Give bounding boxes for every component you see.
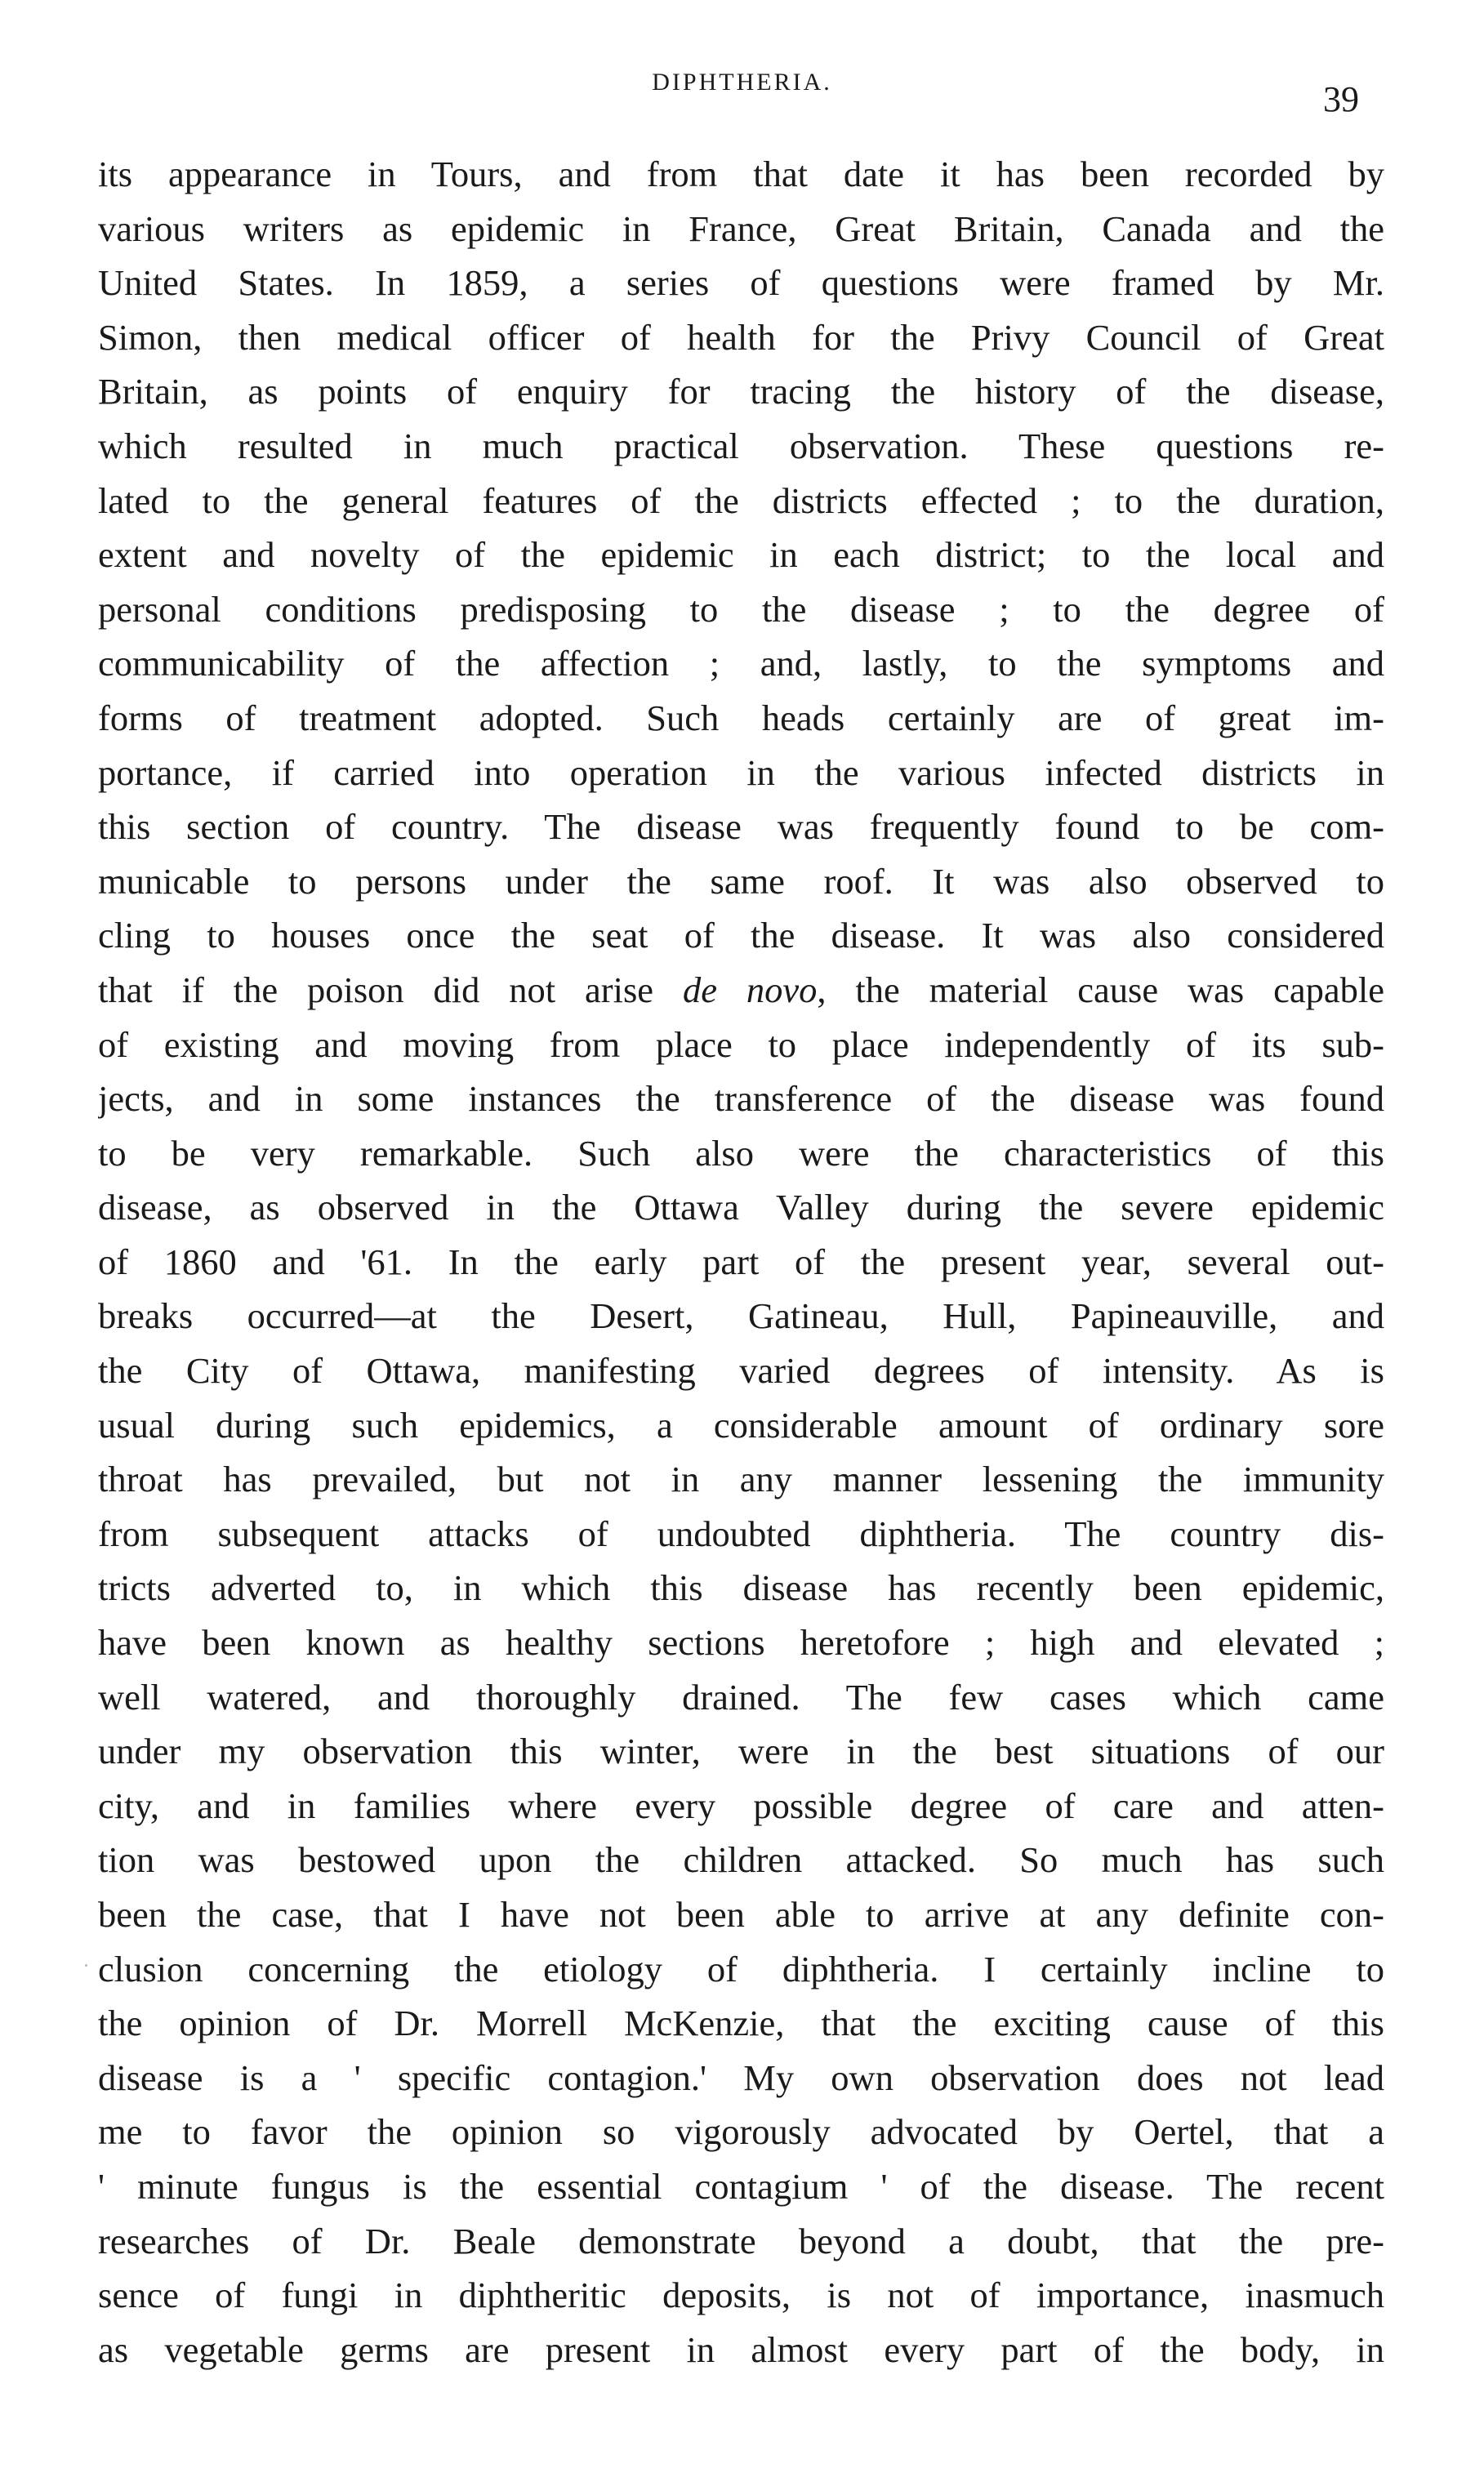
text-line: of existing and moving from place to place independently of its sub- <box>98 1023 1384 1065</box>
text-line: lated to the general features of the districts effected ; to the duration, <box>98 479 1384 521</box>
text-line: the City of Ottawa, manifesting varied degrees of intensity. As is <box>98 1350 1384 1392</box>
text-line: this section of country. The disease was frequently found to be com- <box>98 806 1384 848</box>
text-line: throat has prevailed, but not in any manner lessening the immunity <box>98 1459 1384 1500</box>
text-line: sence of fungi in diphtheritic deposits, is not of importance, inasmuch <box>98 2275 1384 2316</box>
text-line: me to favor the opinion so vigorously advocated by Oertel, that a <box>98 2111 1384 2153</box>
text-line: portance, if carried into operation in the various infected districts in <box>98 751 1384 793</box>
body-text <box>98 147 1384 2377</box>
text-line: have been known as healthy sections heretofore ; high and elevated ; <box>98 1622 1384 1664</box>
italic-phrase: de novo <box>682 969 818 1010</box>
text-line: forms of treatment adopted. Such heads certainly are of great im- <box>98 697 1384 738</box>
margin-speck <box>85 1964 87 1967</box>
text-line: tricts adverted to, in which this disease has recently been epidemic, <box>98 1567 1384 1609</box>
text-line: jects, and in some instances the transference of the disease was found <box>98 1078 1384 1120</box>
text-line: Simon, then medical officer of health for the Privy Council of Great <box>98 316 1384 358</box>
text-line: been the case, that I have not been able to arrive at any definite con- <box>98 1894 1384 1935</box>
text-line: disease, as observed in the Ottawa Valley during the severe epidemic <box>98 1187 1384 1228</box>
text-line: its appearance in Tours, and from that date it has been recorded by <box>98 154 1384 194</box>
text-line: breaks occurred—at the Desert, Gatineau, Hull, Papineauville, and <box>98 1295 1384 1337</box>
text-line: tion was bestowed upon the children attacked. So much has such <box>98 1839 1384 1881</box>
text-line: communicability of the affection ; and, lastly, to the symptoms and <box>98 643 1384 684</box>
text-line: which resulted in much practical observation. These questions re- <box>98 425 1384 466</box>
text-line: clusion concerning the etiology of diphtheria. I certainly incline to <box>98 1948 1384 1990</box>
page-number: 39 <box>1323 79 1359 119</box>
running-head: DIPHTHERIA. <box>652 69 832 96</box>
text-line: to be very remarkable. Such also were the characteristics of this <box>98 1132 1384 1174</box>
text-line: researches of Dr. Beale demonstrate beyond a doubt, that the pre- <box>98 2220 1384 2261</box>
text-line: disease is a ' specific contagion.' My own observation does not lead <box>98 2056 1384 2098</box>
text-line: as vegetable germs are present in almost every part of the body, in <box>98 2328 1384 2370</box>
text-line: from subsequent attacks of undoubted diphtheria. The country dis- <box>98 1513 1384 1554</box>
text-line: personal conditions predisposing to the disease ; to the degree of <box>98 588 1384 630</box>
text-line: extent and novelty of the epidemic in each district; to the local and <box>98 534 1384 576</box>
text-line: under my observation this winter, were in the best situations of our <box>98 1731 1384 1772</box>
text-line: various writers as epidemic in France, Great Britain, Canada and the <box>98 207 1384 249</box>
text-line: ' minute fungus is the essential contagium ' of the disease. The recent <box>98 2165 1384 2207</box>
text-line: city, and in families where every possible degree of care and atten- <box>98 1785 1384 1826</box>
text-line: municable to persons under the same roof. It was also observed to <box>98 860 1384 902</box>
text-line: the opinion of Dr. Morrell McKenzie, that the exciting cause of this <box>98 2003 1384 2044</box>
text-line: usual during such epidemics, a considerable amount of ordinary sore <box>98 1404 1384 1446</box>
text-line: United States. In 1859, a series of questions were framed by Mr. <box>98 262 1384 304</box>
text-line: of 1860 and '61. In the early part of the present year, several out- <box>98 1241 1384 1282</box>
text-line: that if the poison did not arise de novo, the material cause was capable <box>98 969 1384 1010</box>
text-line: well watered, and thoroughly drained. The few cases which came <box>98 1676 1384 1718</box>
text-line: cling to houses once the seat of the disease. It was also considered <box>98 915 1384 956</box>
text-line: Britain, as points of enquiry for tracing the history of the disease, <box>98 371 1384 412</box>
